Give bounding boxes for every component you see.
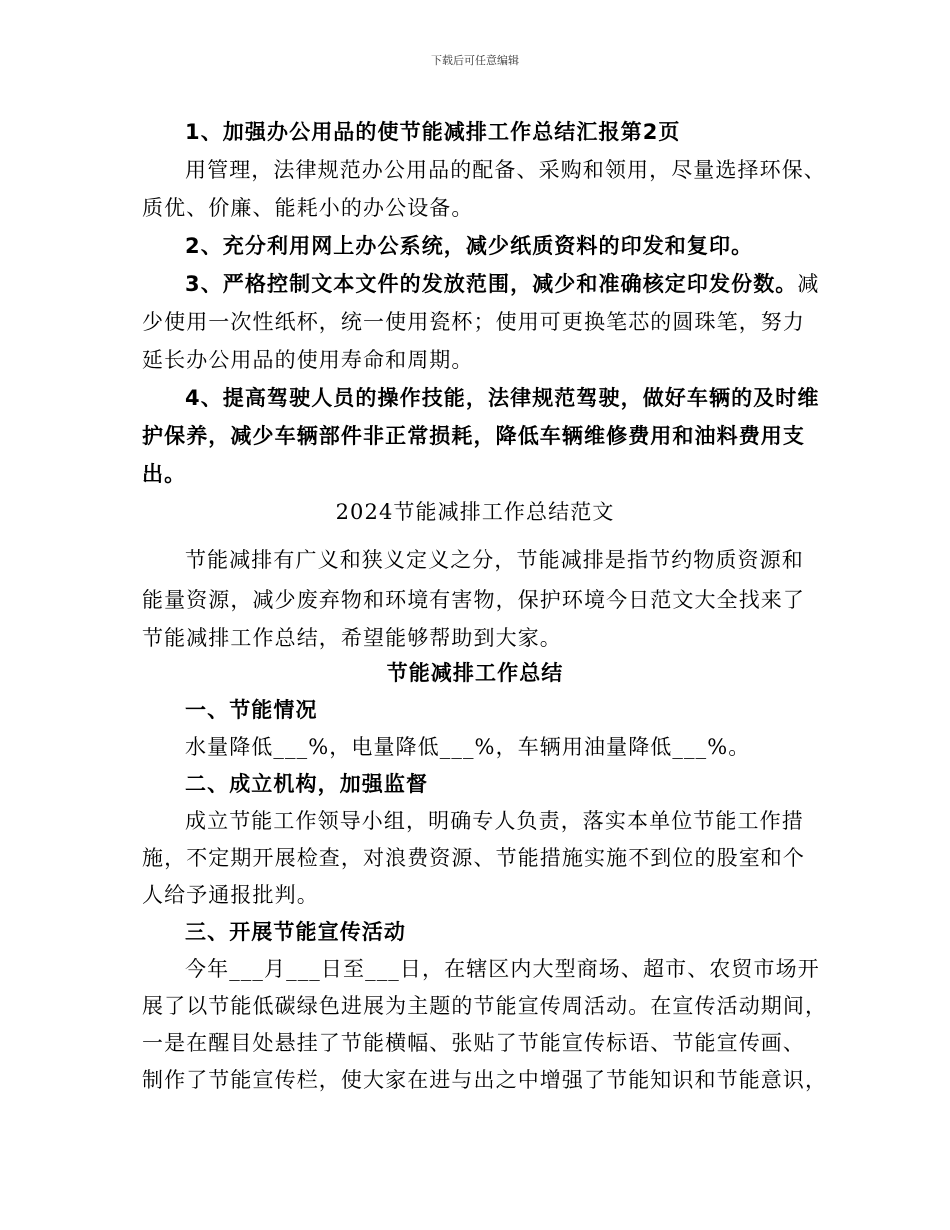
item-1-heading: 1、加强办公用品的使节能减排工作总结汇报第2页: [185, 120, 681, 144]
paragraph-line: 今年___月___日至___日，在辖区内大型商场、超市、农贸市场开: [185, 957, 820, 981]
paragraph-line: 施，不定期开展检查，对浪费资源、节能措施实施不到位的股室和个: [142, 846, 805, 870]
paragraph-line: 用管理，法律规范办公用品的配备、采购和领用，尽量选择环保、: [185, 158, 826, 182]
paragraph-line: 节能减排工作总结，希望能够帮助到大家。: [142, 626, 562, 650]
item-2-heading: 2、充分利用网上办公系统，减少纸质资料的印发和复印。: [185, 234, 754, 258]
section-title: 2024节能减排工作总结范文: [335, 500, 615, 524]
item-3-line: [185, 268, 820, 298]
item-4-line: 护保养，减少车辆部件非正常损耗，降低车辆维修费用和油料费用支: [142, 424, 805, 448]
paragraph-line: 一是在醒目处悬挂了节能横幅、张贴了节能宣传标语、节能宣传画、: [142, 1031, 805, 1055]
heading-publicity: 三、开展节能宣传活动: [185, 920, 406, 944]
paragraph-line: 水量降低___%，电量降低___%，车辆用油量降低___%。: [185, 735, 751, 759]
page-header: 下载后可任意编辑: [431, 54, 519, 67]
paragraph-line: 节能减排有广义和狭义定义之分，节能减排是指节约物质资源和: [185, 548, 804, 572]
item-4-line: 出。: [142, 462, 187, 486]
heading-energy-situation: 一、节能情况: [185, 698, 318, 722]
paragraph-line: 质优、价廉、能耗小的办公设备。: [142, 196, 474, 220]
heading-organization: 二、成立机构，加强监督: [185, 772, 429, 796]
section-subtitle: 节能减排工作总结: [386, 661, 564, 685]
paragraph-line: 少使用一次性纸杯，统一使用瓷杯；使用可更换笔芯的圆珠笔，努力: [142, 310, 805, 334]
item-3-heading: 3、严格控制文本文件的发放范围，减少和准确核定印发份数。: [185, 272, 798, 296]
paragraph-line: 延长办公用品的使用寿命和周期。: [142, 348, 474, 372]
paragraph-line: 能量资源，减少废弃物和环境有害物，保护环境今日范文大全找来了: [142, 588, 805, 612]
paragraph-line: 展了以节能低碳绿色进展为主题的节能宣传周活动。在宣传活动期间，: [142, 994, 828, 1018]
item-4-heading: 4、提高驾驶人员的操作技能，法律规范驾驶，做好车辆的及时维: [185, 386, 820, 410]
paragraph-line: 成立节能工作领导小组，明确专人负责，落实本单位节能工作措: [185, 809, 804, 833]
paragraph-line: 制作了节能宣传栏，使大家在进与出之中增强了节能知识和节能意识，: [142, 1068, 828, 1092]
paragraph-text: 减: [797, 272, 820, 296]
paragraph-line: 人给予通报批判。: [142, 883, 319, 907]
